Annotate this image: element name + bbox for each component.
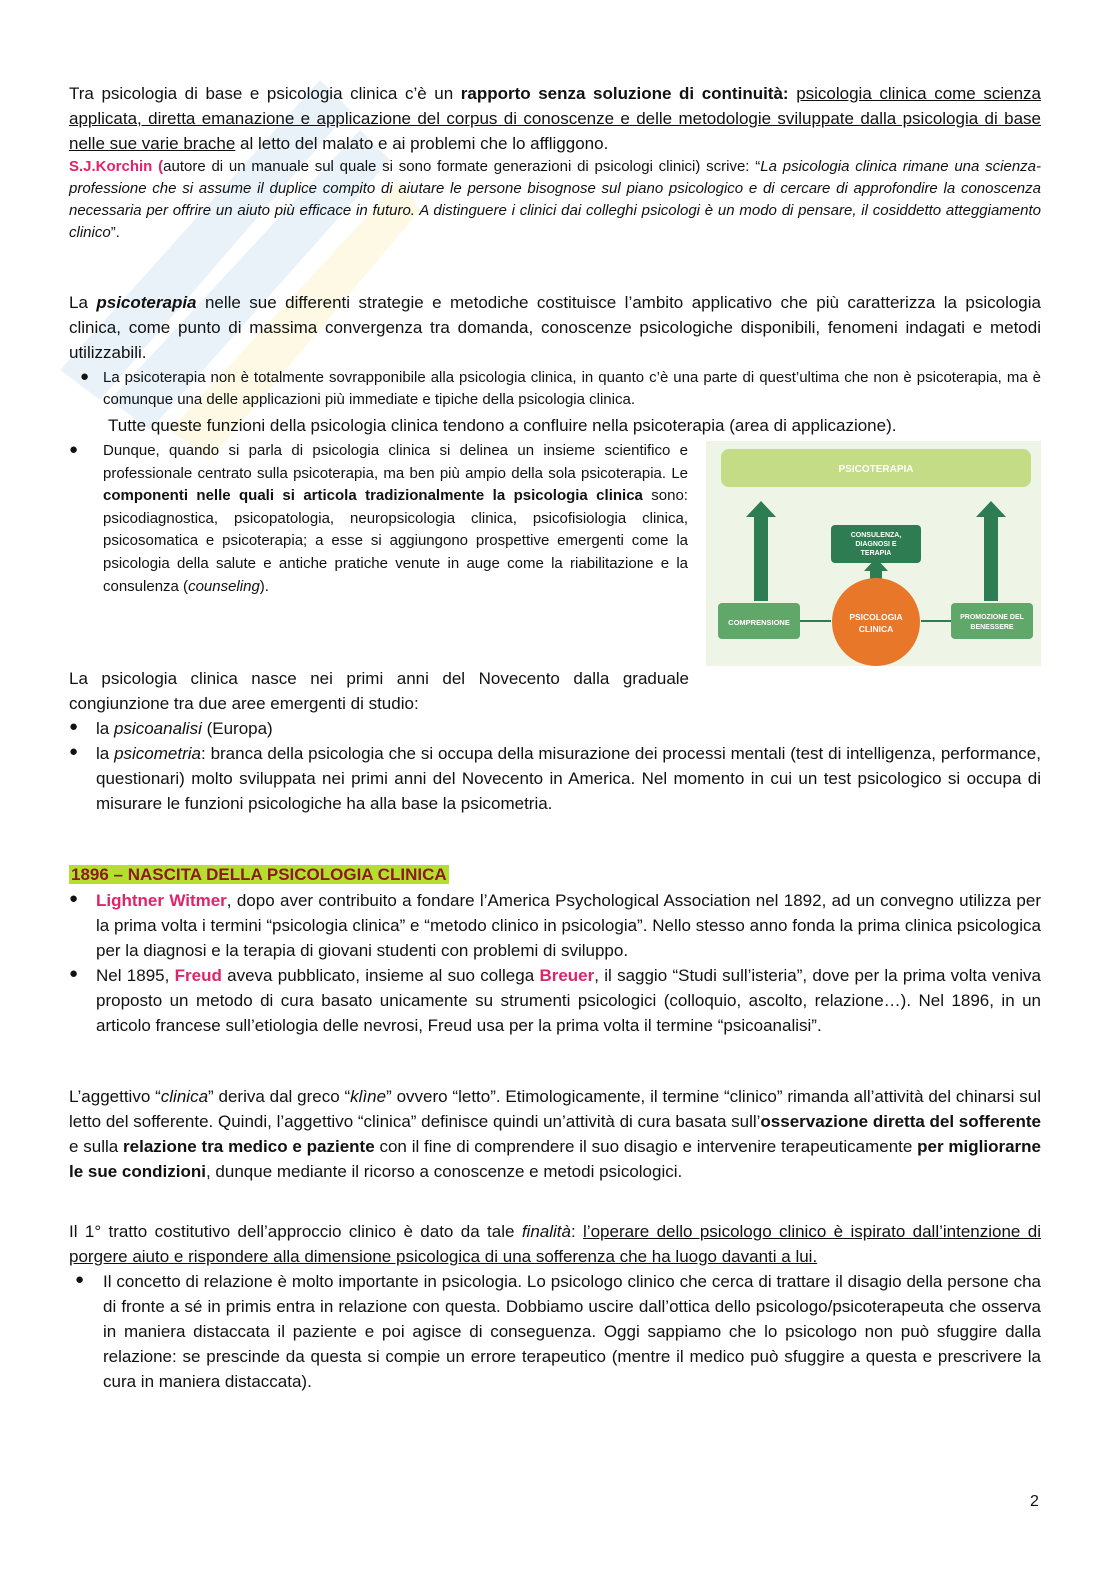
tratto-paragraph: Il 1° tratto costitutivo dell’approccio clinico è dato da tale finalità: l’operare dello psicologo clinico è ispirato dall’intenzione di porgere aiuto e rispondere alla dimensione psicologica di una sofferenza che ha luogo davanti a lui. xyxy=(69,1222,1041,1266)
arrow-left xyxy=(746,501,776,601)
bullet-psicoanalisi: la psicoanalisi (Europa) xyxy=(96,719,273,738)
tutte-funzioni-line: Tutte queste funzioni della psicologia clinica tendono a confluire nella psicoterapia (area di applicazione). xyxy=(108,416,897,435)
aggettivo-paragraph: L’aggettivo “clinica” deriva dal greco “klìne” ovvero “letto”. Etimologicamente, il termine “clinico” rimanda all’attività del chinarsi sul letto del sofferente. Quindi, l’aggettivo “clinica” definisce quindi un’attività di cura basata sull’osservazione diretta del sofferente e sulla relazione tra medico e paziente con il fine di comprendere il suo disagio e intervenire terapeuticamente per migliorarne le sue condizioni, dunque mediante il ricorso a conoscenze e metodi psicologici. xyxy=(69,1087,1041,1181)
section-heading: 1896 – NASCITA DELLA PSICOLOGIA CLINICA xyxy=(71,865,447,884)
diagram-svg xyxy=(706,441,1041,666)
intro-paragraph: Tra psicologia di base e psicologia clinica c’è un rapporto senza soluzione di continuità: psicologia clinica come scienza applicata, diretta emanazione e applicazione del corpus di conoscenze e delle metodologie sviluppate dalla psicologia di base nelle sue varie brache al letto del malato e ai problemi che lo affliggono. xyxy=(69,84,1041,153)
bullet-icon: ● xyxy=(75,1271,85,1288)
diagram-top-label: PSICOTERAPIA xyxy=(838,464,914,475)
diagram-middle-l3: TERAPIA xyxy=(860,550,892,557)
diagram-center-l1: PSICOLOGIA xyxy=(849,612,903,622)
bullet-witmer: Lightner Witmer, dopo aver contribuito a fondare l’America Psychological Association nel 1892, ad un convegno utilizza per la prima volta i termini “psicologia clinica” e “metodo clinico in psicologia”. Nello stesso anno fonda la prima clinica psicologica per la diagnosi e la terapia di giovani studenti con problemi di sviluppo. xyxy=(96,891,1042,960)
diagram-right-box xyxy=(951,603,1033,639)
diagram-center-circle xyxy=(832,578,920,666)
psicoterapia-paragraph: La psicoterapia nelle sue differenti strategie e metodiche costituisce l’ambito applicativo che più caratterizza la psicologia clinica, come punto di massima convergenza tra domanda, conoscenze psicologiche disponibili, fenomeni indagati e metodi utilizzabili. xyxy=(69,293,1041,362)
bullet-dunque: Dunque, quando si parla di psicologia clinica si delinea un insieme scientifico e professionale centrato sulla psicoterapia, ma ben più ampio della sola psicoterapia. Le componenti nelle quali si articola tradizionalmente la psicologia clinica sono: psicodiagnostica, psicopatologia, neuropsicologia clinica, psicofisiologia clinica, psicosomatica e psicoterapia; a esse si aggiungono prospettive emergenti come la psicologia della salute e antiche pratiche venute in auge come la riabilitazione e la consulenza (counseling). xyxy=(103,442,688,595)
diagram-right-l1: PROMOZIONE DEL xyxy=(960,614,1024,621)
bullet-icon: ● xyxy=(69,718,79,735)
diagram-right-l2: BENESSERE xyxy=(970,624,1014,631)
bullet-psicometria: la psicometria: branca della psicologia che si occupa della misurazione dei processi mentali (test di intelligenza, performance, questionari) molto sviluppata nei primi anni del Novecento in America. Nel momento in cui un test psicologico si occupa di misurare le funzioni psicologiche ha alla base la psicometria. xyxy=(96,744,1041,813)
bullet-sovrapponibile: La psicoterapia non è totalmente sovrapponibile alla psicologia clinica, in quanto c’è una parte di quest’ultima che non è psicoterapia, ma è comunque una delle applicazioni più immediate e tipiche della psicologia clinica. xyxy=(103,369,1041,408)
bullet-freud: Nel 1895, Freud aveva pubblicato, insieme al suo collega Breuer, il saggio “Studi sull’isteria”, dove per la prima volta veniva proposto un metodo di cura basato unicamente su strumenti psicologici (colloquio, ascolto, relazione…). Nel 1896, in un articolo francese sull’etiologia delle nevrosi, Freud usa per la prima volta il termine “psicoanalisi”. xyxy=(96,966,1041,1035)
arrow-right xyxy=(976,501,1006,601)
page-number: 2 xyxy=(1030,1493,1039,1510)
psicologia-clinica-diagram xyxy=(706,441,1041,666)
bullet-icon: ● xyxy=(80,368,90,385)
bullet-relazione: Il concetto di relazione è molto importante in psicologia. Lo psicologo clinico che cerca di trattare il disagio della persone cha di fronte a sé in primis entra in relazione con questa. Dobbiamo uscire dall’ottica dello psicologo/psicoterapeuta che osserva in maniera distaccata il paziente e poi agisce di conseguenza. Oggi sappiamo che lo psicologo non può sfuggire dalla relazione: se prescinde da questa si compie un errore terapeutico (mentre il medico può sfuggire a questa e prescrivere la cura in maniera distaccata). xyxy=(103,1272,1041,1391)
korchin-quote: S.J.Korchin (autore di un manuale sul quale si sono formate generazioni di psicologi clinici) scrive: “La psicologia clinica rimane una scienza-professione che si assume il duplice compito di aiutare le persone bisognose sul piano psicologico e di cercare di approfondire la conoscenza necessaria per offrire un aiuto più efficace in futuro. A distinguere i clinici dai colleghi psicologi è un modo di pensare, il cosiddetto atteggiamento clinico”. xyxy=(69,158,1041,241)
bullet-icon: ● xyxy=(69,965,79,982)
bullet-icon: ● xyxy=(69,441,79,458)
diagram-middle-l2: DIAGNOSI E xyxy=(855,541,897,548)
bullet-icon: ● xyxy=(69,743,79,760)
bullet-icon: ● xyxy=(69,890,79,907)
diagram-left-label: COMPRENSIONE xyxy=(728,618,790,627)
nasce-paragraph: La psicologia clinica nasce nei primi anni del Novecento dalla graduale congiunzione tra due aree emergenti di studio: xyxy=(69,669,689,713)
diagram-center-l2: CLINICA xyxy=(858,624,894,634)
diagram-middle-l1: CONSULENZA, xyxy=(850,532,902,539)
